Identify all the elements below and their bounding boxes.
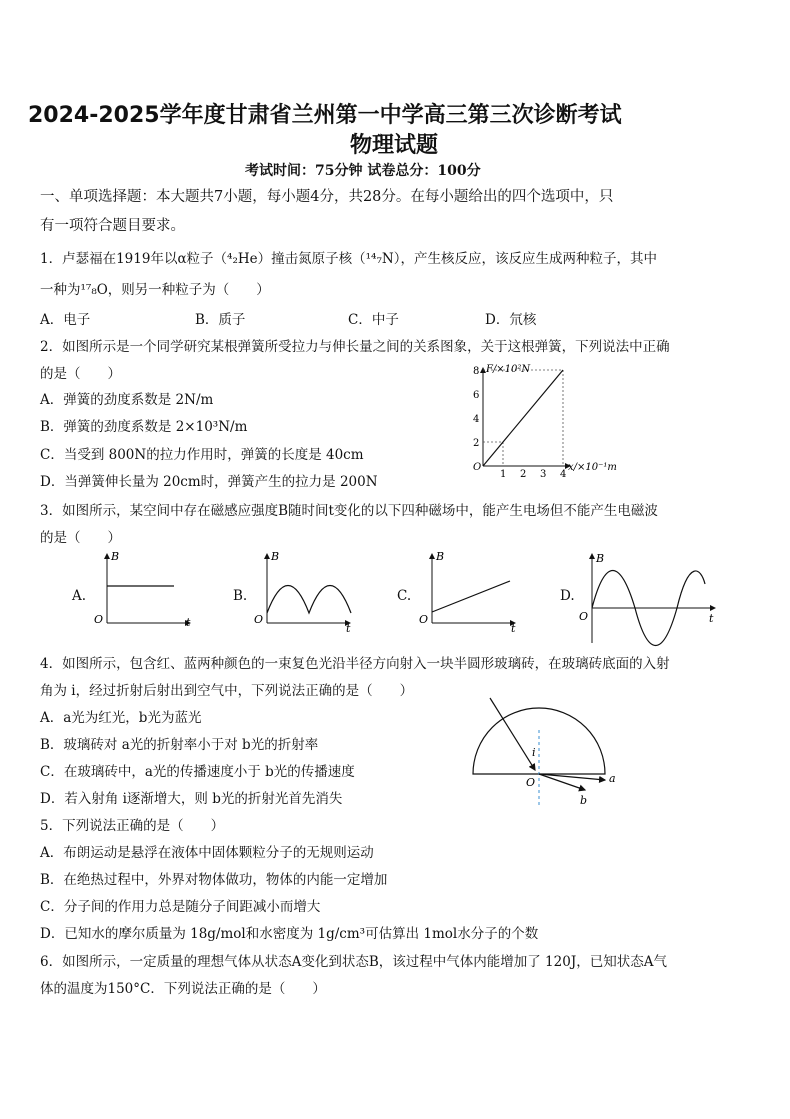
semicircle-glass-diagram — [470, 690, 620, 810]
b-axis-label: B — [111, 550, 120, 563]
b-axis-label: B — [271, 550, 280, 563]
question-5-option-a: A．布朗运动是悬浮在液体中固体颗粒分子的无规则运动 — [40, 845, 374, 861]
y-tick-label: 6 — [473, 390, 480, 401]
question-1-option-d: D．氘核 — [485, 312, 537, 328]
question-5-option-c: C．分子间的作用力总是随分子间距减小而增大 — [40, 899, 321, 915]
question-3-figures — [70, 548, 790, 648]
question-2-stem-line1: 2．如图所示是一个同学研究某根弹簧所受拉力与伸长量之间的关系图象，关于这根弹簧，下列说法中正确 — [40, 339, 670, 355]
question-5-option-b: B．在绝热过程中，外界对物体做功，物体的内能一定增加 — [40, 872, 388, 888]
question-4-stem-line1: 4．如图所示，包含红、蓝两种颜色的一束复色光沿半径方向射入一块半圆形玻璃砖，在玻璃砖底面的入射 — [40, 656, 670, 672]
question-2-option-d: D．当弹簧伸长量为 20cm时，弹簧产生的拉力是 200N — [40, 474, 378, 490]
center-o-label: O — [526, 776, 536, 789]
exam-meta: 考试时间：75分钟 试卷总分：100分 — [245, 163, 481, 179]
origin-label: O — [473, 462, 482, 473]
question-4-stem-line2: 角为 i，经过折射后射出到空气中，下列说法正确的是（ ） — [40, 683, 414, 699]
question-3-stem-line2: 的是（ ） — [40, 530, 121, 546]
question-5-stem: 5．下列说法正确的是（ ） — [40, 818, 225, 834]
y-tick-label: 8 — [473, 366, 480, 377]
question-2-option-b: B．弹簧的劲度系数是 2×10³N/m — [40, 419, 248, 435]
fig-a-label: A. — [72, 588, 87, 604]
x-tick-label: 4 — [560, 469, 567, 477]
question-1-option-a: A．电子 — [40, 312, 91, 328]
x-tick-label: 3 — [540, 469, 547, 477]
graph-a-constant-field — [90, 548, 200, 633]
t-axis-label: t — [709, 612, 714, 625]
x-tick-label: 1 — [500, 469, 507, 477]
b-axis-label: B — [436, 550, 445, 563]
question-4-option-d: D．若入射角 i逐渐增大，则 b光的折射光首先消失 — [40, 791, 343, 807]
rectified-sine-curve — [267, 586, 351, 614]
fig-b-label: B. — [233, 588, 248, 604]
ray-a-label: a — [609, 772, 616, 785]
force-extension-line — [483, 370, 563, 466]
question-6-stem-line2: 体的温度为150°C．下列说法正确的是（ ） — [40, 981, 326, 997]
t-axis-label: t — [346, 622, 351, 633]
page-subtitle: 物理试题 — [350, 133, 439, 158]
fig-d-label: D. — [560, 588, 575, 604]
question-1-option-b: B．质子 — [195, 312, 246, 328]
origin-label: O — [94, 613, 104, 626]
question-1-option-c: C．中子 — [348, 312, 399, 328]
t-axis-label: t — [511, 622, 516, 633]
angle-i-label: i — [532, 746, 536, 759]
question-2-option-c: C．当受到 800N的拉力作用时，弹簧的长度是 40cm — [40, 447, 364, 463]
y-tick-label: 4 — [473, 414, 480, 425]
origin-label: O — [579, 610, 589, 623]
question-2-option-a: A．弹簧的劲度系数是 2N/m — [40, 392, 214, 408]
t-axis-label: t — [186, 616, 191, 629]
question-1-stem-line1: 1．卢瑟福在1919年以α粒子（⁴₂He）撞击氮原子核（¹⁴₇N），产生核反应，该反应生成两种粒子，其中 — [40, 251, 657, 267]
y-axis-label: F/×10²N — [486, 364, 531, 375]
page-title: 2024-2025学年度甘肃省兰州第一中学高三第三次诊断考试 — [28, 103, 622, 128]
spring-force-graph — [460, 362, 630, 477]
fig-c-label: C. — [397, 588, 412, 604]
semicircle-glass — [473, 708, 605, 774]
x-axis-label: x/×10⁻¹m — [568, 462, 617, 473]
graph-b-rectified-field — [250, 548, 360, 633]
question-4-option-c: C．在玻璃砖中，a光的传播速度小于 b光的传播速度 — [40, 764, 355, 780]
x-tick-label: 2 — [520, 469, 527, 477]
question-4-option-a: A．a光为红光，b光为蓝光 — [40, 710, 202, 726]
linear-b-line — [432, 581, 510, 612]
question-2-stem-line2: 的是（ ） — [40, 366, 121, 382]
graph-d-sinusoidal-field — [575, 548, 725, 648]
section-heading-line2: 有一项符合题目要求。 — [40, 218, 185, 234]
question-6-stem-line1: 6．如图所示，一定质量的理想气体从状态A变化到状态B，该过程中气体内能增加了 120J，已知状态A气 — [40, 954, 667, 970]
question-3-stem-line1: 3．如图所示，某空间中存在磁感应强度B随时间t变化的以下四种磁场中，能产生电场但不能产生电磁波 — [40, 503, 658, 519]
b-axis-label: B — [596, 552, 605, 565]
origin-label: O — [254, 613, 264, 626]
ray-b-label: b — [580, 794, 588, 807]
graph-c-linear-field — [415, 548, 525, 633]
section-heading-line1: 一、单项选择题：本大题共7小题，每小题4分，共28分。在每小题给出的四个选项中，只 — [40, 189, 614, 205]
question-4-option-b: B．玻璃砖对 a光的折射率小于对 b光的折射率 — [40, 737, 319, 753]
question-1-stem-line2: 一种为¹⁷₈O，则另一种粒子为（ ） — [40, 282, 270, 298]
origin-label: O — [419, 613, 429, 626]
question-5-option-d: D．已知水的摩尔质量为 18g/mol和水密度为 1g/cm³可估算出 1mol水分子的个数 — [40, 926, 539, 942]
y-tick-label: 2 — [473, 438, 480, 449]
